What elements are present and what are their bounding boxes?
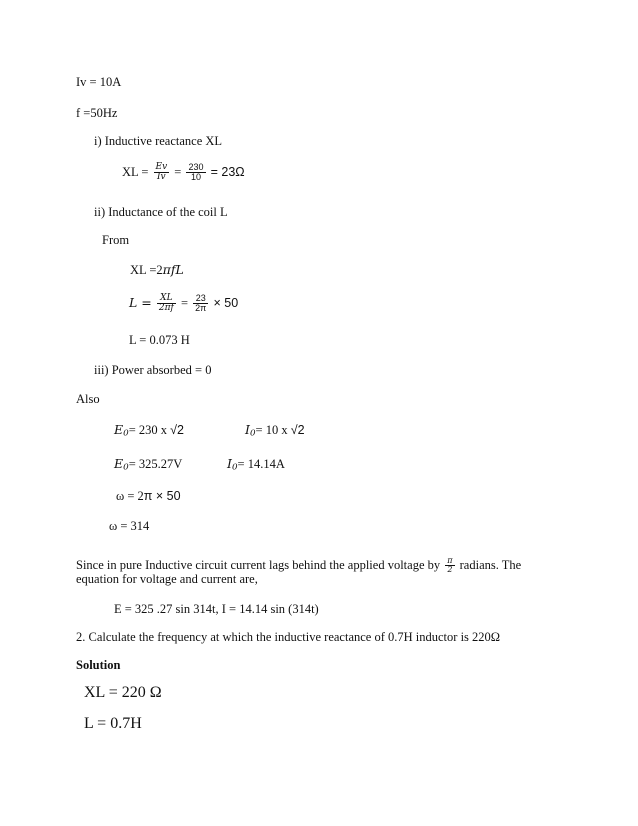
omega-formula (116, 490, 181, 503)
e0-value (114, 458, 182, 472)
l-fraction-23-2pi (193, 294, 208, 314)
paragraph-line-2: equation for voltage and current are, (76, 572, 258, 586)
item-iii-heading: iii) Power absorbed = 0 (94, 363, 212, 377)
i0-value-subscript: 0 (231, 462, 238, 473)
xl-frac2-num: 230 (188, 162, 204, 172)
e0-sqrt2: √2 (170, 423, 184, 437)
paragraph-text-a: Since in pure Inductive circuit current lags behind the applied voltage by (76, 557, 441, 572)
pi-over-2-fraction (445, 557, 454, 575)
i0-value-text: = 14.14A (237, 457, 285, 471)
paragraph-text-b: radians. The (459, 557, 522, 572)
xl-formula (130, 264, 184, 277)
question-2: 2. Calculate the frequency at which the inductive reactance of 0.7H inductor is 220Ω (76, 630, 501, 644)
from-label: From (102, 233, 130, 247)
l-frac2-num: 23 (193, 294, 208, 304)
l-given: L = 0.7H (84, 715, 142, 732)
l-mid: = (180, 295, 189, 310)
xl-eq-rhs: = 23Ω (210, 164, 245, 179)
i0-expression: = 10 x (255, 423, 291, 437)
xl-frac2-den: 10 (190, 172, 201, 183)
e0-value-text: = 325.27V (128, 457, 183, 471)
omega-prefix: ω = 2 (116, 489, 144, 503)
xl-frac1-den: Iv (157, 172, 166, 183)
xl-given: XL = 220 Ω (84, 684, 162, 701)
omega-result: ω = 314 (109, 519, 150, 533)
item-i-heading: i) Inductive reactance XL (94, 134, 223, 148)
l-equation (129, 294, 238, 314)
l-lhs: L = (129, 294, 152, 310)
i0-value (227, 458, 285, 472)
also-label: Also (76, 392, 100, 406)
i0-value-symbol: I (227, 456, 232, 471)
i0-equation (245, 424, 305, 438)
voltage-current-equations: E = 325 .27 sin 314t, I = 14.14 sin (314t) (114, 602, 319, 616)
l-frac2-den: 2π (195, 303, 207, 314)
l-frac1-den: 2πf (158, 303, 174, 314)
solution-heading: Solution (76, 658, 121, 672)
l-result: L = 0.073 H (129, 333, 190, 347)
xl-fraction-230-10 (186, 163, 205, 183)
pi-num: π (447, 556, 453, 565)
xl-formula-math: πfL (162, 262, 184, 277)
e0-value-symbol: E (114, 456, 124, 471)
i0-symbol: I (245, 422, 250, 437)
item-ii-heading: ii) Inductance of the coil L (94, 205, 228, 219)
omega-pi-expr: π × 50 (143, 489, 181, 503)
xl-fraction-ev-iv (154, 163, 170, 183)
l-frac1-num: XL (157, 294, 176, 304)
e0-expression: = 230 x (128, 423, 171, 437)
i0-sqrt2: √2 (290, 423, 305, 437)
pi-den: 2 (447, 565, 453, 575)
l-rhs: × 50 (213, 295, 239, 310)
iv-line: Iv = 10A (76, 75, 122, 89)
l-fraction-xl-2pif (157, 294, 176, 314)
e0-symbol: E (114, 422, 124, 437)
e0-subscript: 0 (123, 428, 129, 439)
xl-equation (122, 163, 245, 183)
xl-eq-mid: = (174, 164, 185, 179)
e0-value-subscript: 0 (123, 462, 129, 473)
xl-eq-lhs: XL = (122, 164, 152, 179)
e0-equation (114, 424, 184, 438)
xl-frac1-num: Ev (155, 162, 168, 172)
xl-formula-prefix: XL =2 (130, 263, 163, 277)
frequency-line: f =50Hz (76, 106, 118, 120)
i0-subscript: 0 (249, 428, 256, 439)
